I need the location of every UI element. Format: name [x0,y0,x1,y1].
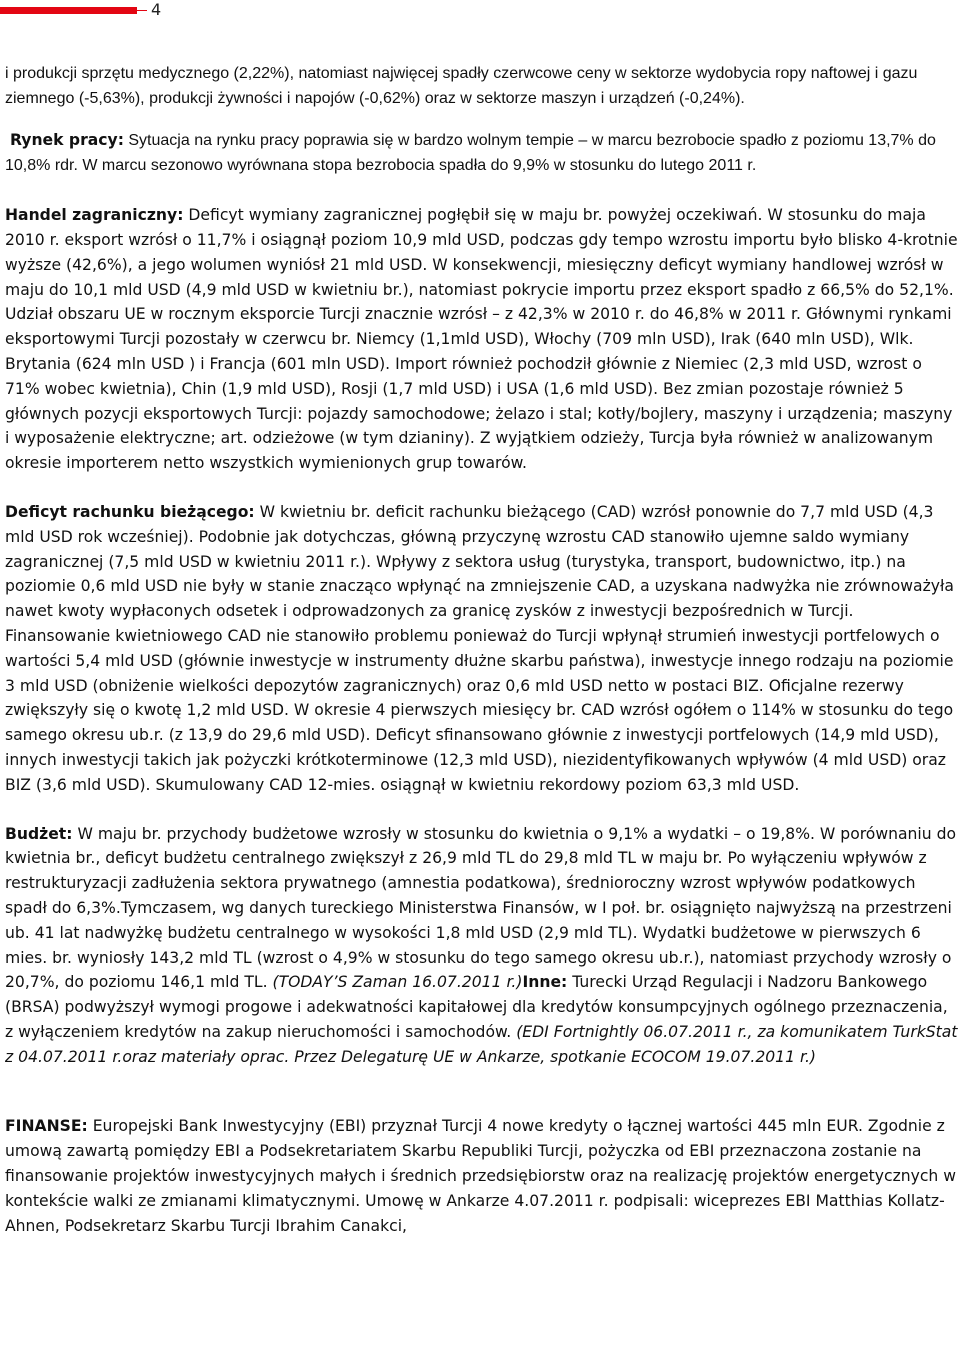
intro-paragraph [5,62,960,112]
labor-market-paragraph [5,128,960,180]
finance-paragraph [5,1114,960,1238]
current-account-paragraph [5,500,960,798]
intro-text: i produkcji sprzętu medycznego (2,22%), natomiast najwięcej spadły czerwcowe ceny w sektorze wydobycia ropy naftowej i gazu ziemnego (-5,63%), produkcji żywności i napojów (-0,62%) oraz w sektorze maszyn i urządzeń (-0,24%). [5,65,918,107]
foreign-trade-text: Deficyt wymiany zagranicznej pogłębił się w maju br. powyżej oczekiwań. W stosunku do maja 2010 r. [5,206,926,249]
finance-text: Europejski Bank Inwestycyjny (EBI) przyznał Turcji 4 nowe kredyty o łącznej wartości 445 mln EUR. Zgodnie z umową zawartą pomiędzy EBI a Podsekretariatem Skarbu Republiki Turcji, pożyczka od EBI przeznaczona zostanie na finansowanie projektów inwestycyjnych małych i średnich przedsiębiorstw oraz na realizację projektów energetycznych w kontekście walki ze zmianami klimatycznymi. Umowę w Ankarze 4.07.2011 r. podpisali: wiceprezes EBI Matthias Kollatz-Ahnen, Podsekretarz Skarbu Turcji Ibrahim Canakci, [5,1117,957,1235]
other-heading: Inne: [522,973,568,992]
header-accent-bar [0,7,137,14]
other-text: Turecki Urząd Regulacji i Nadzoru Bankowego (BRSA) podwyższył wymogi progowe i adekwatności kapitałowej dla kredytów konsumpcyjnych ogólnego przeznaczenia, z wyłączeniem kredytów na zakup nieruchomości i samochodów. [5,973,948,1041]
labor-market-text: Sytuacja na rynku pracy poprawia się w bardzo wolnym tempie – w marcu bezrobocie spadło z poziomu 13,7% do 10,8% rdr. [5,131,936,175]
other-source: (EDI Fortnightly 06.07.2011 r., za komunikatem TurkStat z 04.07.2011 r.oraz materiały oprac. Przez Delegaturę UE w Ankarze, spotkanie ECOCOM 19.07.2011 r.) [5,1022,958,1066]
header-accent-line [137,10,147,11]
labor-market-heading: Rynek pracy: [9,130,124,149]
page-number: 4 [151,0,162,19]
foreign-trade-text-2: eksport wzrósł o 11,7% i osiągnął poziom 10,9 mld USD, podczas gdy tempo wzrostu importu było blisko 4-krotnie wyższe (42,6%), a jego wolumen wyniósł 21 mld USD. W konsekwencji, miesięczny deficyt wymiany handlowej wzrósł w maju do 10,1 mld USD (4,9 mld USD w kwietniu br.), natomiast pokrycie importu przez eksport spadło z 66,5% do 52,1%. Udział obszaru UE w rocznym eksporcie Turcji znacznie wzrósł – z 42,3% w 2010 r. do 46,8% w 2011 r. Głównymi rynkami eksportowymi Turcji pozostały w czerwcu br. Niemcy (1,1mld USD), Włochy (709 mln USD), Irak (640 mln USD), Wlk. Brytania (624 mln USD ) i Francja (601 mln USD). Import również pochodził głównie z Niemiec (2,3 mld USD, wzrost o 71% wobec kwietnia), Chin (1,9 mld USD), Rosji (1,7 mld USD) i USA (1,6 mld USD). Bez zmian pozostaje również 5 głównych pozycji eksportowych Turcji: pojazdy samochodowe; żelazo i stal; kotły/bojlery, maszyny i urządzenia; maszyny i wyposażenie elektryczne; art. odzieżowe (w tym dzianiny). Z wyjątkiem odzieży, Turcja była również w analizowanym okresie importerem netto wszystkich wymienionych grup towarów. [5,230,958,473]
budget-source: (TODAY’S Zaman 16.07.2011 r.) [272,973,523,992]
labor-market-text-2: W marcu sezonowo wyrównana stopa bezrobocia spadła do 9,9% w stosunku do lutego 2011 r. [77,157,757,175]
foreign-trade-paragraph [5,203,960,476]
finance-heading: FINANSE: [5,1117,88,1136]
budget-heading: Budżet: [5,824,73,843]
current-account-heading: Deficyt rachunku bieżącego: [5,502,255,521]
document-body [5,62,960,1238]
budget-text: W maju br. przychody budżetowe wzrosły w stosunku do kwietnia o 9,1% a wydatki – o 19,8%. W porównaniu do kwietnia br., deficyt budżetu centralnego zwiększył z 26,9 mld TL do 29,8 mld TL w maju br. Po wyłączeniu wpływów z restrukturyzacji zadłużenia sektora prywatnego (amnestia podatkowa), średnioroczny wzrost wpływów podatkowych spadł do 6,3%.Tymczasem, wg danych tureckiego Ministerstwa Finansów, w I poł. br. osiągnięto najwyższą na przestrzeni ub. 41 lat nadwyżkę budżetu centralnego w wysokości 1,8 mld USD (2,9 mld TL). Wydatki budżetowe w pierwszych 6 mies. br. wyniosły 143,2 mld TL (wzrost o 4,9% w stosunku do tego samego okresu ub.r.), natomiast przychody wzrosły o 20,7%, do poziomu 146,1 mld TL. [5,824,957,992]
budget-paragraph [5,822,960,1070]
foreign-trade-heading: Handel zagraniczny: [5,206,184,225]
current-account-text: W kwietniu br. deficit rachunku bieżącego (CAD) wzrósł ponownie do 7,7 mld USD (4,3 mld USD rok wcześniej). Podobnie jak dotychczas, główną przyczynę wzrostu CAD stanowiło ujemne saldo wymiany zagranicznej (7,5 mld USD w kwietniu 2011 r.). Wpływy z sektora usług (turystyka, transport, budownictwo, itp.) na poziomie 0,6 mld USD nie były w stanie znacząco wpłynąć na zmniejszenie CAD, a uzyskana nadwyżka nie zrównoważyła nawet kwoty wypłaconych odsetek i odprowadzonych za granicę zysków z inwestycji bezpośrednich w Turcji. Finansowanie kwietniowego CAD nie stanowiło problemu ponieważ do Turcji wpłynął strumień inwestycji portfelowych o wartości 5,4 mld USD (głównie inwestycje w instrumenty dłużne skarbu państwa), inwestycje innego rodzaju na poziomie 3 mld USD (obniżenie wielkości depozytów zagranicznych) oraz 0,6 mld USD netto w postaci BIZ. Oficjalne rezerwy zwiększyły się o kwotę 1,2 mld USD. W okresie 4 pierwszych miesięcy br. CAD wzrósł ogółem o 114% w stosunku do tego samego okresu ub.r. (z 13,9 do 29,6 mld USD). Deficyt sfinansowano głównie z inwestycji portfelowych (14,9 mld USD), innych inwestycji takich jak pożyczki krótkoterminowe (12,3 mld USD), niezidentyfikowanych wpływów (4 mld USD) oraz BIZ (3,6 mld USD). Skumulowany CAD 12-mies. osiągnął w kwietniu rekordowy poziom 63,3 mld USD. [5,502,954,794]
